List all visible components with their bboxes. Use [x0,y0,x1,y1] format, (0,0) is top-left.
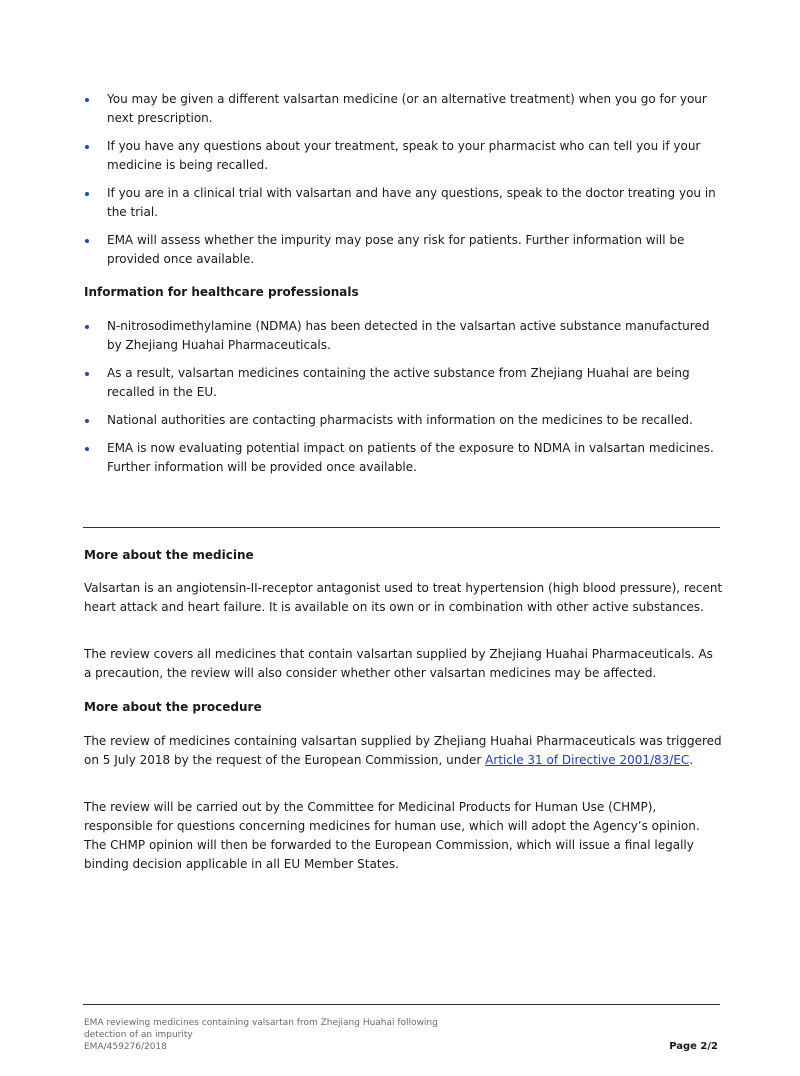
medicine-heading: More about the medicine [84,548,254,562]
list-item: EMA is now evaluating potential impact on patients of the exposure to NDMA in valsartan medicines. Further information will be provided once available. [84,439,724,477]
hcp-heading: Information for healthcare professionals [84,285,359,299]
list-item: If you have any questions about your treatment, speak to your pharmacist who can tell you if your medicine is being recalled. [84,137,724,175]
footer-divider [83,1004,720,1005]
list-item: If you are in a clinical trial with valsartan and have any questions, speak to the doctor treating you in the trial. [84,184,724,222]
footer-reference-number: EMA/459276/2018 [84,1042,167,1052]
footer-title-line-1: EMA reviewing medicines containing valsartan from Zhejiang Huahai following [84,1018,438,1028]
hcp-bullet-list [84,317,724,486]
list-item: You may be given a different valsartan medicine (or an alternative treatment) when you go for your next prescription. [84,90,724,128]
medicine-paragraph-2: The review covers all medicines that contain valsartan supplied by Zhejiang Huahai Pharmaceuticals. As a precaution, the review will also consider whether other valsartan medicines may be affected. [84,647,713,680]
list-item: EMA will assess whether the impurity may pose any risk for patients. Further information will be provided once available. [84,231,724,269]
list-item: N-nitrosodimethylamine (NDMA) has been detected in the valsartan active substance manufactured by Zhejiang Huahai Pharmaceuticals. [84,317,724,355]
patient-bullet-list [84,90,724,278]
section-divider [83,527,720,528]
page-number: Page 2/2 [669,1041,718,1052]
procedure-heading: More about the procedure [84,700,262,714]
directive-link[interactable]: Article 31 of Directive 2001/83/EC [485,753,690,767]
medicine-paragraph-1: Valsartan is an angiotensin-II-receptor antagonist used to treat hypertension (high blood pressure), recent heart attack and heart failure. It is available on its own or in combination with other active substances. [84,581,723,614]
procedure-text: The review of medicines containing valsartan supplied by Zhejiang Huahai Pharmaceuticals was triggered on 5 July 2018 by the request of the European Commission, under [84,734,722,767]
list-item: National authorities are contacting pharmacists with information on the medicines to be recalled. [84,411,724,430]
procedure-paragraph-1 [84,732,724,770]
list-item: As a result, valsartan medicines containing the active substance from Zhejiang Huahai are being recalled in the EU. [84,364,724,402]
procedure-paragraph-2: The review will be carried out by the Committee for Medicinal Products for Human Use (CHMP), responsible for questions concerning medicines for human use, which will adopt the Agency’s opinion. The CHMP opinion will then be forwarded to the European Commission, which will issue a final legally binding decision applicable in all EU Member States. [84,800,700,871]
footer-document-info [84,1017,504,1053]
procedure-text-end: . [689,753,694,767]
footer-title-line-2: detection of an impurity [84,1030,193,1040]
